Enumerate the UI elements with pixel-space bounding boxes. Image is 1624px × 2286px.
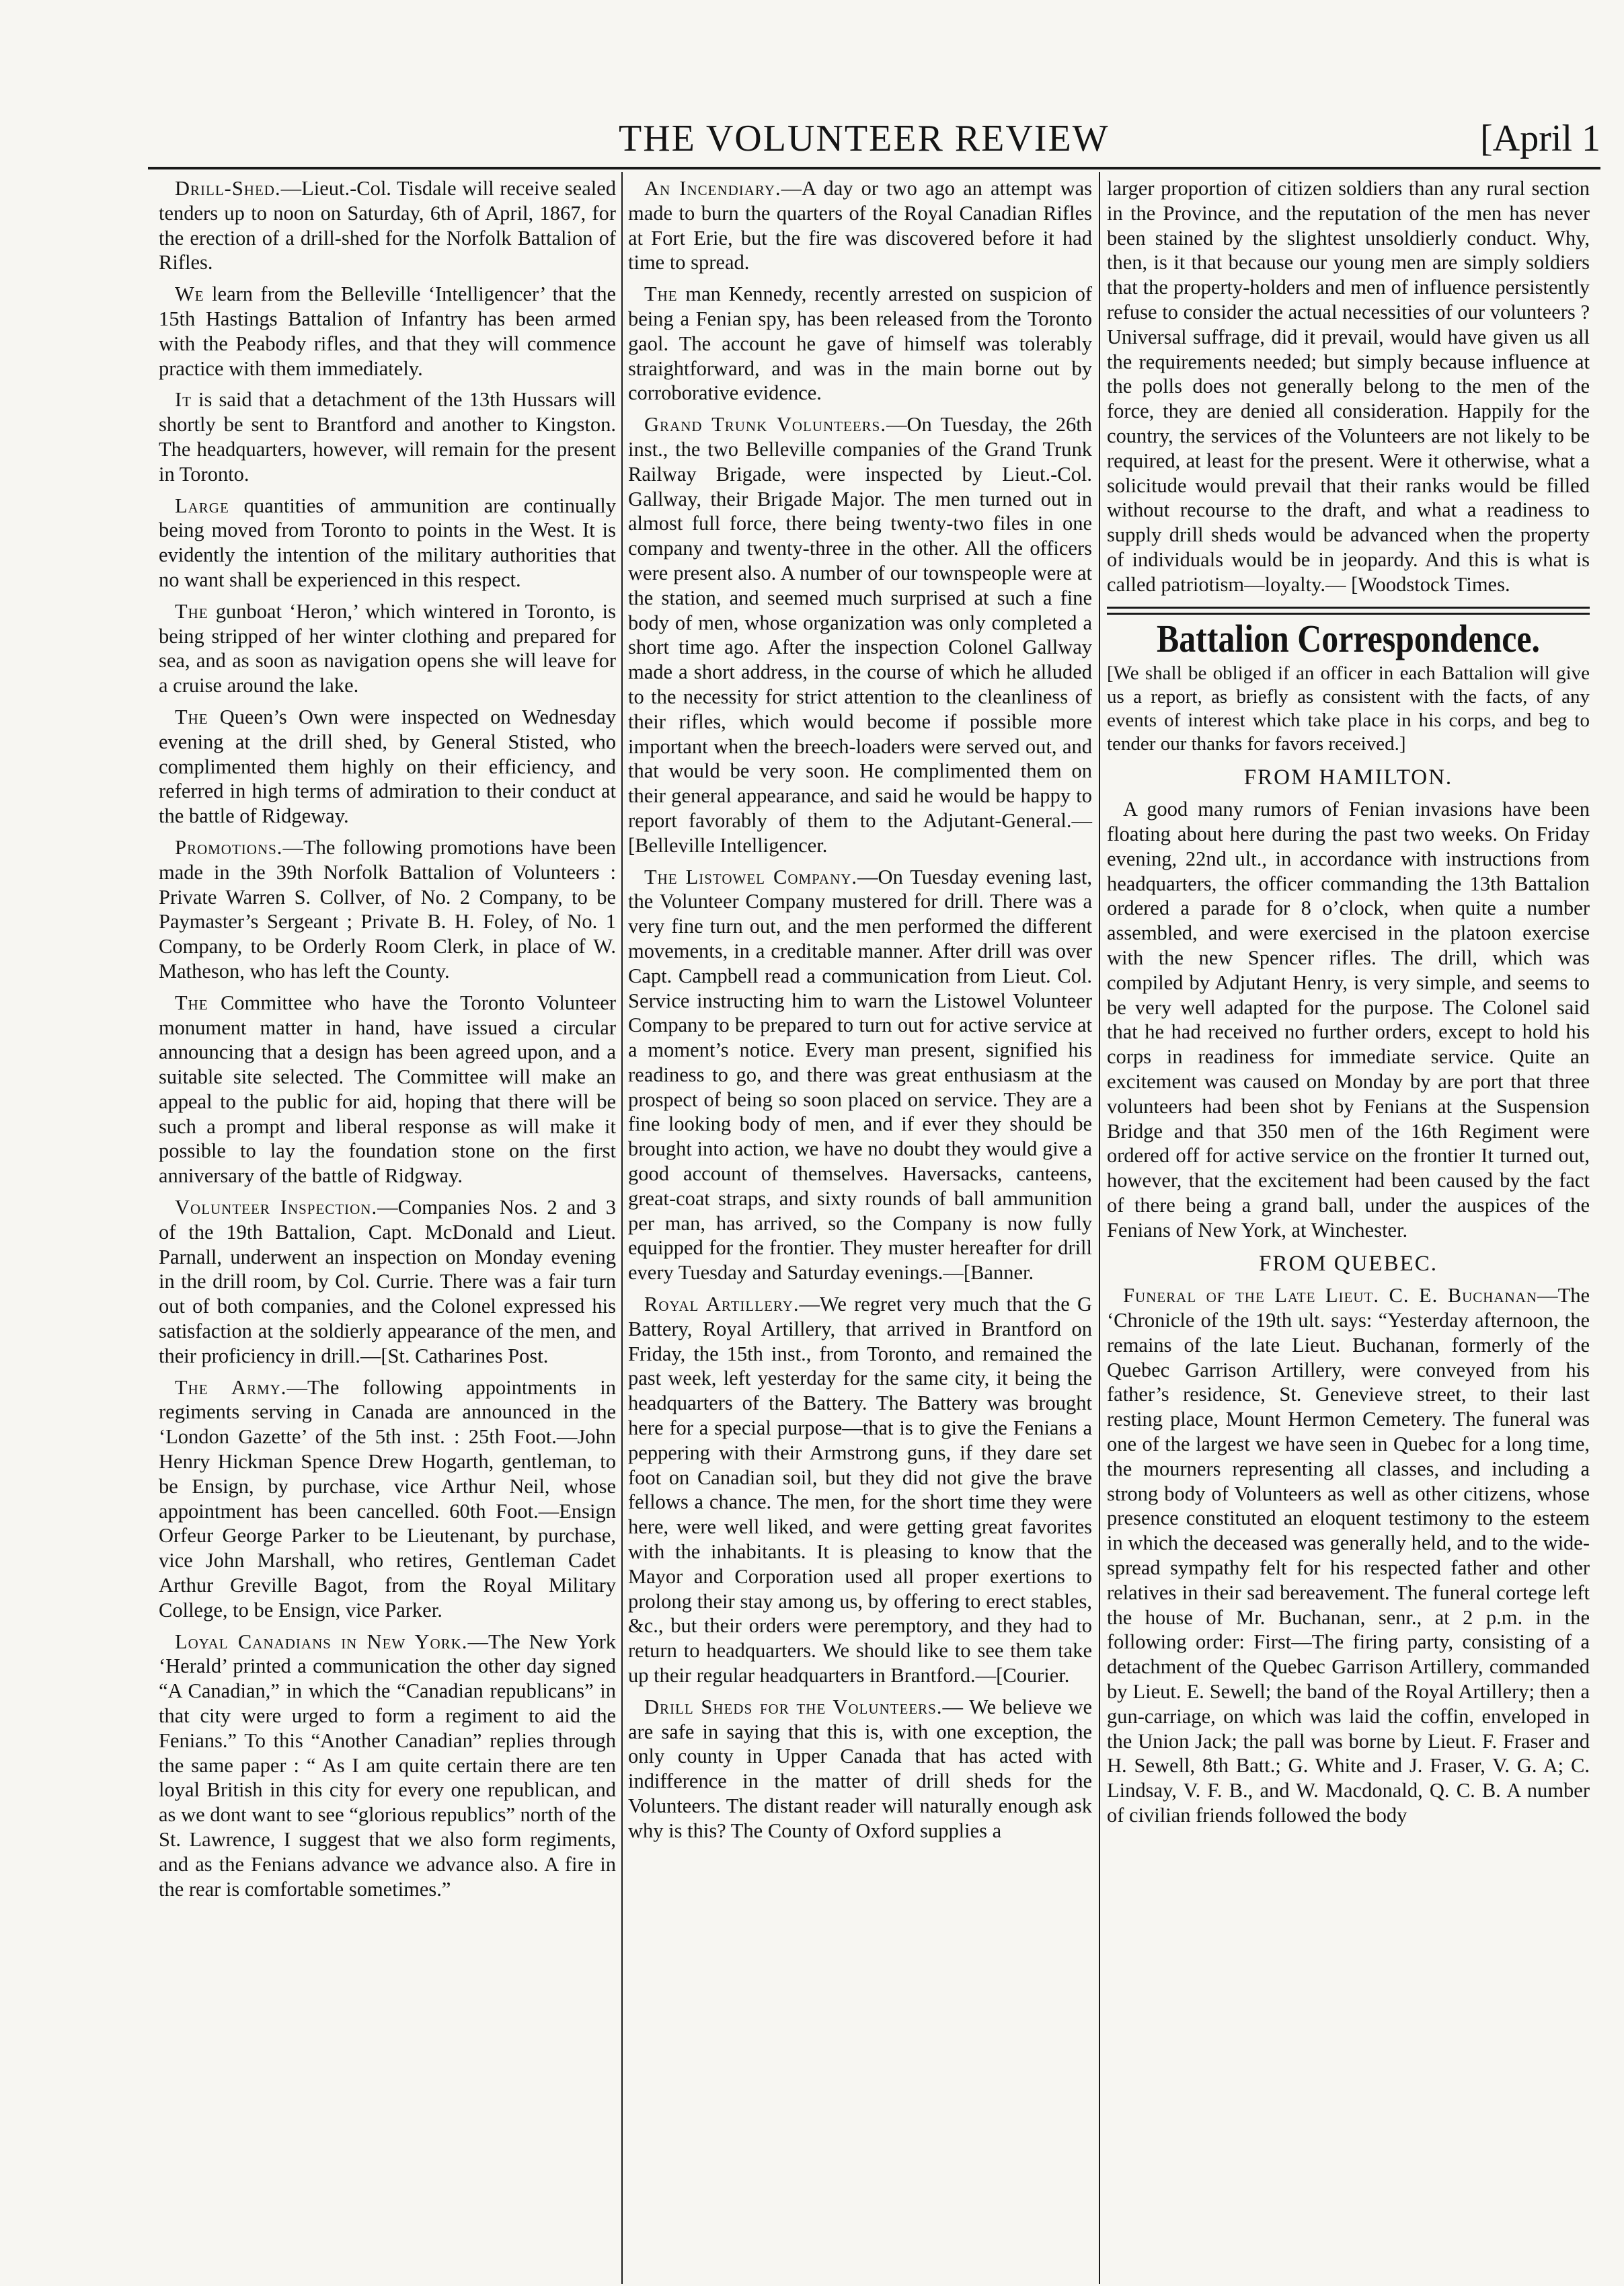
- article: The man Kennedy, recently arrested on suspicion of being a Fenian spy, has been released from the Toronto gaol. The account he gave of himself was tolerably straightforward, and was in the main borne out by corroborative evidence.: [628, 282, 1092, 405]
- section-rule: [1107, 607, 1590, 615]
- masthead: [134, 113, 1600, 167]
- article-continuation: larger proportion of citizen soldiers than any rural section in the Province, and the reputation of the men has never been stained by the slightest unsoldierly conduct. Why, then, is it that because our young men are simply soldiers that the property-holders and men of influence persistently refuse to consider the actual necessities of our volunteers ? Universal suffrage, did it prevail, would have given us all the requirements needed; but simply because influence at the polls does not generally belong to the men of the force, they are denied all consideration. Happily for the country, the services of the Volunteers are not likely to be required, at least for the present. Were it otherwise, what a solicitude would prevail that their ranks would be filled without recourse to the draft, and what a readiness to supply drill sheds would be advanced when the property of individuals would be in jeopardy. And this is what is called patriotism—loyalty.— [Woodstock Times.: [1107, 177, 1590, 596]
- article: Grand Trunk Volunteers.—On Tuesday, the 26th inst., the two Belleville companies of the Grand Trunk Railway Brigade, were inspected by Lieut.-Col. Gallway, their Brigade Major. The men turned out in almost full force, there being twenty-two files in one company and twenty-three in the other. All the officers were present also. A number of our townspeople were at the station, and seemed much surprised at such a fine body of men, whose organization was only completed a short time ago. After the inspection Colonel Gallway made a short address, in the course of which he alluded to the necessity for strict attention to the cleanliness of their rifles, which would become if possible more important when the breech-loaders were served out, and that would be very soon. He complimented them on their general appearance, and said he would be happy to report favorably of them to the Adjutant-General.—[Belleville Intelligencer.: [628, 413, 1092, 857]
- quebec-heading: FROM QUEBEC.: [1258, 1252, 1438, 1277]
- article: An Incendiary.—A day or two ago an attempt was made to burn the quarters of the Royal Canadian Rifles at Fort Erie, but the fire was discovered before it had time to spread.: [628, 177, 1092, 274]
- article: Royal Artillery.—We regret very much that the G Battery, Royal Artillery, that arrived in Brantford on Friday, the 15th inst., from Toronto, and remained the past week, left yesterday for the same city, it being the headquarters of the Battery. The Battery was brought here for a special purpose—that is to give the Fenians a peppering with their Armstrong guns, if they dare set foot on Canadian soil, but they did not give the brave fellows a chance. The men, for the short time they were here, were well liked, and were getting great favorites with the inhabitants. It is pleasing to know that the Mayor and Corporation used all proper exertions to prolong their stay among us, by offering to erect stables, &c., but their orders were peremptory, and they had to return to headquarters. We should like to see them take up their regular headquarters in Brantford.—[Courier.: [628, 1293, 1092, 1687]
- article: Loyal Canadians in New York.—The New York ‘Herald’ printed a communication the other day signed “A Canadian,” in which the “Canadian republicans” in that city were urged to form a regiment to aid the Fenians.” To this “Another Canadian” replies through the same paper : “ As I am quite certain there are ten loyal British in this city for every one republican, and as we dont want to see “glorious republics” north of the St. Lawrence, I suggest that we also form regiments, and as the Fenians advance we advance also. A fire in the rear is comfortable sometimes.”: [159, 1630, 616, 1901]
- column-3: [1107, 176, 1590, 1835]
- hamilton-heading: FROM HAMILTON.: [1243, 765, 1453, 790]
- newspaper-title: THE VOLUNTEER REVIEW: [619, 118, 1110, 159]
- article: Promotions.—The following promotions have been made in the 39th Norfolk Battalion of Volunteers : Private Warren S. Collver, of No. 2 Company, to be Paymaster’s Sergeant ; Private B. H. Foley, of No. 1 Company, to be Orderly Room Clerk, in place of W. Matheson, who has left the County.: [159, 835, 616, 983]
- section-title: Battalion Correspondence.: [1157, 616, 1540, 660]
- column-divider-2: [1099, 172, 1100, 2284]
- article: The Listowel Company.—On Tuesday evening last, the Volunteer Company mustered for drill. There was a very fine turn out, and the men performed the different movements, in a creditable manner. After drill was over Capt. Campbell read a communication from Lieut. Col. Service instructing him to warn the Listowel Volunteer Company to be prepared to turn out for active service at a moment’s notice. Every man present, signified his readiness to go, and there was great enthusiasm at the prospect of being so soon placed on service. They are a fine looking body of men, and if ever they should be brought into action, we have no doubt they would give a good account of themselves. Haversacks, canteens, great-coat straps, and sixty rounds of ball ammunition per man, has arrived, so the Company is now fully equipped for the frontier. They muster hereafter for drill every Tuesday and Saturday evenings.—[Banner.: [628, 865, 1092, 1285]
- article: Large quantities of ammunition are continually being moved from Toronto to points in the West. It is evidently the intention of the military authorities that no want shall be experienced in this respect.: [159, 494, 616, 591]
- article: The Queen’s Own were inspected on Wednesday evening at the drill shed, by General Stisted, who complimented them highly on their efficiency, and referred in high terms of admiration to their conduct at the battle of Ridgeway.: [159, 705, 616, 828]
- quebec-report: Funeral of the Late Lieut. C. E. Buchanan—The ‘Chronicle of the 19th ult. says: “Yesterday afternoon, the remains of the late Lieut. Buchanan, formerly of the Quebec Garrison Artillery, were conveyed from his father’s residence, St. Genevieve street, to their last resting place, Mount Hermon Cemetery. The funeral was one of the largest we have seen in Quebec for a long time, the mourners representing all classes, and including a strong body of Volunteers as well as other citizens, whose presence constituted an eloquent testimony to the esteem in which the deceased was generally held, and to the wide-spread sympathy felt for his respected father and other relatives in their sad bereavement. The funeral cortege left the house of Mr. Buchanan, senr., at 2 p.m. in the following order: First—The firing party, consisting of a detachment of the Quebec Garrison Artillery, commanded by Lieut. E. Sewell; the band of the Royal Artillery; then a gun-carriage, on which was laid the coffin, enveloped in the Union Jack; the pall was borne by Lieut. F. Fraser and H. Sewell, 8th Batt.; G. White and J. Fraser, V. G. A; C. Lindsay, V. F. B., and W. Macdonald, Q. C. B. A number of civilian friends followed the body: [1107, 1284, 1590, 1827]
- article: Drill-Shed.—Lieut.-Col. Tisdale will receive sealed tenders up to noon on Saturday, 6th of April, 1867, for the erection of a drill-shed for the Norfolk Battalion of Rifles.: [159, 177, 616, 274]
- column-1: [159, 176, 616, 1908]
- column-2: [628, 176, 1092, 1850]
- column-divider-1: [621, 172, 623, 2284]
- article: Volunteer Inspection.—Companies Nos. 2 and 3 of the 19th Battalion, Capt. McDonald and Lieut. Parnall, underwent an inspection on Monday evening in the drill room, by Col. Currie. There was a fair turn out of both companies, and the Colonel expressed his satisfaction at the soldierly appearance of the men, and their proficiency in drill.—[St. Catharines Post.: [159, 1196, 617, 1367]
- article: It is said that a detachment of the 13th Hussars will shortly be sent to Brantford and another to Kingston. The headquarters, however, will remain for the present in Toronto.: [159, 388, 616, 486]
- issue-date: [April 1: [1480, 118, 1600, 159]
- article: The gunboat ‘Heron,’ which wintered in Toronto, is being stripped of her winter clothing and prepared for sea, and as soon as navigation opens she will leave for a cruise around the lake.: [159, 599, 616, 697]
- article: The Army.—The following appointments in regiments serving in Canada are announced in the ‘London Gazette’ of the 5th inst. : 25th Foot.—John Henry Hickman Spence Drew Hogarth, gentleman, to be Ensign, by purchase, vice Arthur Neil, whose appointment has been cancelled. 60th Foot.—Ensign Orfeur George Parker to be Lieutenant, by purchase, vice John Marshall, who retires, Gentleman Cadet Arthur Greville Bagot, from the Royal Military College, to be Ensign, vice Parker.: [159, 1375, 616, 1622]
- article: The Committee who have the Toronto Volunteer monument matter in hand, have issued a circular announcing that a design has been agreed upon, and a suitable site selected. The Committee will make an appeal to the public for aid, hoping that there will be such a prompt and liberal response as will make it possible to lay the foundation stone on the first anniversary of the battle of Ridgway.: [159, 991, 616, 1188]
- header-rule: [148, 167, 1600, 169]
- section-note: [We shall be obliged if an officer in each Battalion will give us a report, as briefly as consistent with the facts, of any events of interest which take place in his corps, and beg to tender our thanks for favors received.]: [1107, 662, 1590, 755]
- hamilton-report: A good many rumors of Fenian invasions have been floating about here during the past two weeks. On Friday evening, 22nd ult., in accordance with instructions from headquarters, the officer commanding the 13th Battalion ordered a parade for 8 o’clock, when quite a number assembled, and were exercised in the platoon exercise with the new Spencer rifles. The drill, which was compiled by Adjutant Henry, is very simple, and seems to be very well adapted for the purpose. The Colonel said that he had received no further orders, except to hold his corps in readiness for immediate service. Quite an excitement was caused on Monday by are port that three volunteers had been shot by Fenians at the Suspension Bridge and that 350 men of the 16th Regiment were ordered off for active service on the frontier It turned out, however, that the excitement had been caused by the fact of there being a grand ball, under the auspices of the Fenians of New York, at Winchester.: [1107, 798, 1590, 1242]
- article: Drill Sheds for the Volunteers.— We believe we are safe in saying that this is, with one exception, the only county in Upper Canada that has acted with indifference in the matter of drill sheds for the Volunteers. The distant reader will naturally enough ask why is this? The County of Oxford supplies a: [628, 1695, 1092, 1842]
- article: We learn from the Belleville ‘Intelligencer’ that the 15th Hastings Battalion of Infantry has been armed with the Peabody rifles, and that they will commence practice with them immediately.: [159, 282, 616, 380]
